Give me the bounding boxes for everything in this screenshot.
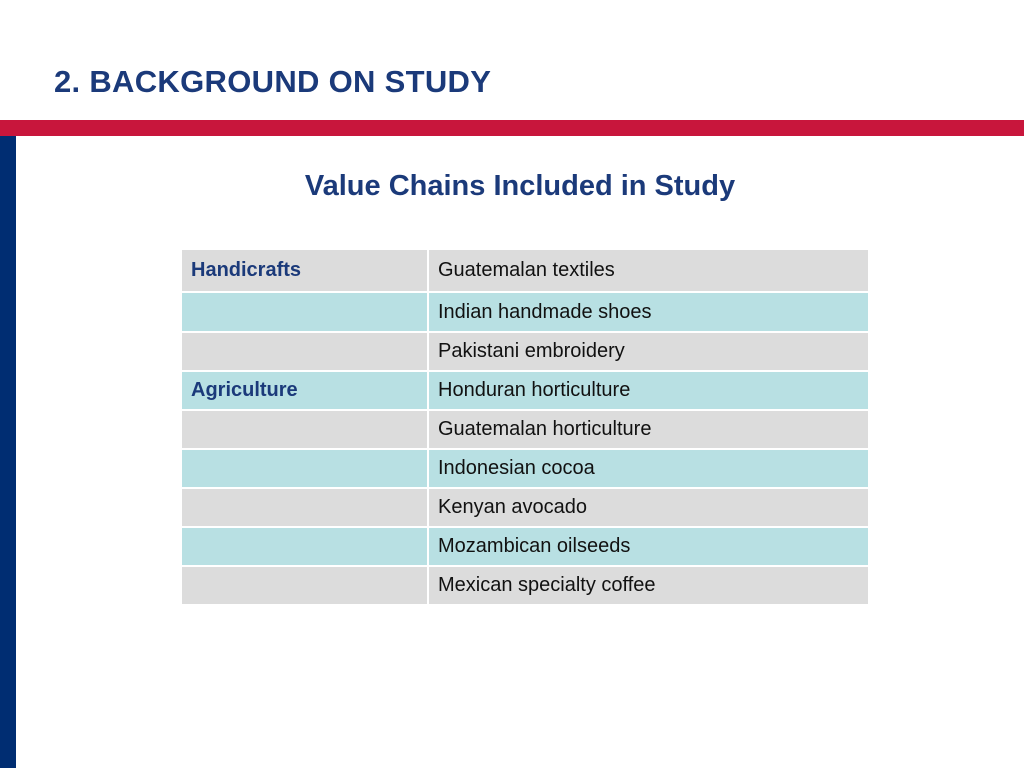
value-chain-cell: Indian handmade shoes: [428, 292, 869, 332]
category-cell: Agriculture: [181, 371, 428, 410]
category-cell: [181, 527, 428, 566]
category-cell: [181, 449, 428, 488]
table-row: [181, 332, 869, 371]
table-row: [181, 371, 869, 410]
header-red-band: [0, 120, 1024, 136]
value-chain-cell: Mozambican oilseeds: [428, 527, 869, 566]
value-chain-cell: Kenyan avocado: [428, 488, 869, 527]
category-cell: [181, 566, 428, 605]
table-row: [181, 249, 869, 292]
category-cell: [181, 292, 428, 332]
value-chain-cell: Pakistani embroidery: [428, 332, 869, 371]
table-row: [181, 527, 869, 566]
table-row: [181, 566, 869, 605]
slide-title: 2. BACKGROUND ON STUDY: [54, 64, 492, 99]
table-row: [181, 488, 869, 527]
value-chain-cell: Guatemalan horticulture: [428, 410, 869, 449]
category-cell: Handicrafts: [181, 249, 428, 292]
table-row: [181, 410, 869, 449]
category-cell: [181, 488, 428, 527]
value-chain-cell: Indonesian cocoa: [428, 449, 869, 488]
value-chain-cell: Guatemalan textiles: [428, 249, 869, 292]
table-heading: Value Chains Included in Study: [304, 170, 736, 202]
left-blue-bar: [0, 136, 16, 768]
table-row: [181, 449, 869, 488]
value-chain-cell: Honduran horticulture: [428, 371, 869, 410]
value-chain-cell: Mexican specialty coffee: [428, 566, 869, 605]
category-cell: [181, 410, 428, 449]
value-chains-table: [180, 248, 870, 606]
table-row: [181, 292, 869, 332]
category-cell: [181, 332, 428, 371]
